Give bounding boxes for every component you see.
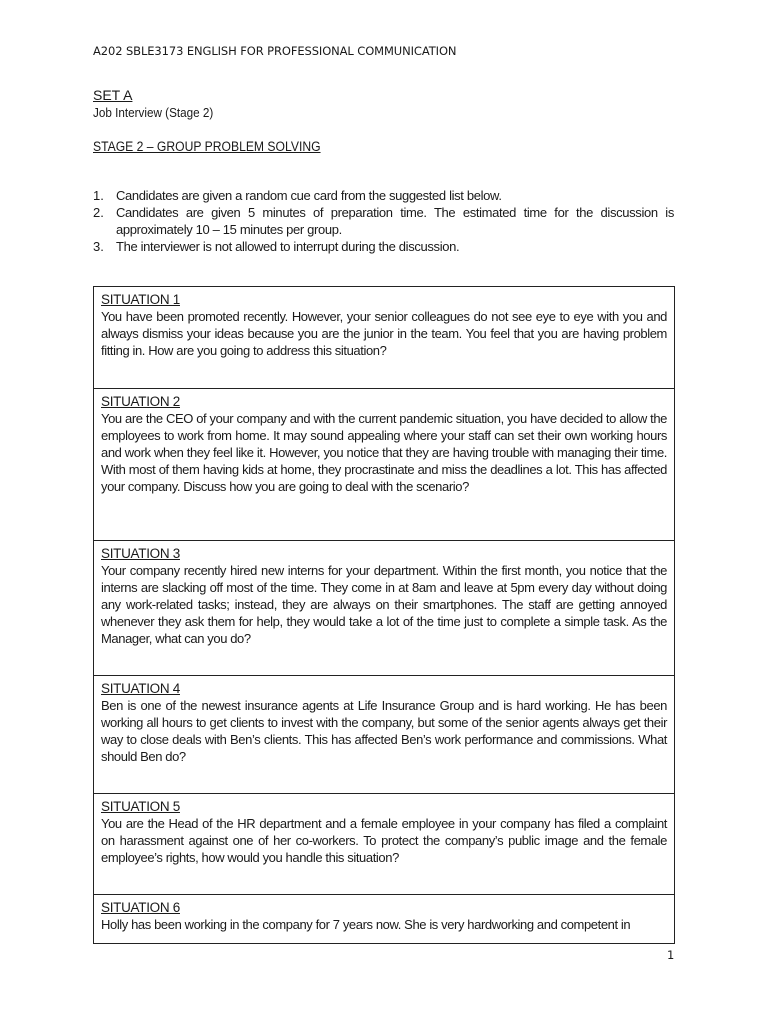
situation-row — [94, 676, 675, 794]
situation-row — [94, 541, 675, 676]
instruction-number: 2. — [93, 205, 104, 220]
situation-text: You have been promoted recently. However, your senior colleagues do not see eye to eye with you and always dismiss your ideas because you are the junior in the team. You feel that you are having problem fitting in. How are you going to address this situation? — [101, 309, 667, 358]
situation-cell — [94, 676, 675, 794]
situation-title: SITUATION 4 — [101, 681, 180, 696]
situation-row — [94, 287, 675, 389]
instruction-text: Candidates are given 5 minutes of preparation time. The estimated time for the discussion is approximately 10 – 15 minutes per group. — [116, 205, 674, 237]
situation-cell — [94, 895, 675, 944]
situation-row — [94, 794, 675, 895]
set-title: SET A — [93, 87, 133, 103]
situation-title: SITUATION 2 — [101, 394, 180, 409]
situation-cell — [94, 794, 675, 895]
situation-title: SITUATION 1 — [101, 292, 180, 307]
situation-text: Ben is one of the newest insurance agents at Life Insurance Group and is hard working. He has been working all hours to get clients to invest with the company, but some of the senior agents always get their way to close deals with Ben’s clients. This has affected Ben’s work performance and commissions. What should Ben do? — [101, 698, 667, 764]
situation-title: SITUATION 3 — [101, 546, 180, 561]
situation-row — [94, 895, 675, 944]
instruction-item — [93, 204, 674, 238]
situation-title: SITUATION 5 — [101, 799, 180, 814]
instructions-list — [93, 187, 674, 255]
instruction-item — [93, 238, 674, 255]
situation-text: Holly has been working in the company for 7 years now. She is very hardworking and competent in — [101, 917, 631, 932]
situation-cell — [94, 389, 675, 541]
situations-table — [93, 286, 675, 944]
instruction-text: The interviewer is not allowed to interrupt during the discussion. — [116, 239, 460, 254]
instruction-item — [93, 187, 674, 204]
situation-cell — [94, 541, 675, 676]
set-subtitle: Job Interview (Stage 2) — [93, 105, 214, 120]
situation-title: SITUATION 6 — [101, 900, 180, 915]
course-header: A202 SBLE3173 ENGLISH FOR PROFESSIONAL COMMUNICATION — [93, 44, 457, 58]
instruction-number: 1. — [93, 188, 104, 203]
stage-title: STAGE 2 – GROUP PROBLEM SOLVING — [93, 139, 321, 154]
instruction-text: Candidates are given a random cue card from the suggested list below. — [116, 188, 502, 203]
situation-row — [94, 389, 675, 541]
situation-text: Your company recently hired new interns for your department. Within the first month, you notice that the interns are slacking off most of the time. They come in at 8am and leave at 5pm every day without doing any work-related tasks; instead, they are always on their smartphones. The staff are getting annoyed whenever they ask them for help, they would take a lot of the time just to complete a simple task. As the Manager, what can you do? — [101, 563, 667, 646]
situation-text: You are the Head of the HR department and a female employee in your company has filed a complaint on harassment against one of her co-workers. To protect the company’s public image and the female employee’s rights, how would you handle this situation? — [101, 816, 667, 865]
page-number: 1 — [667, 948, 675, 962]
instruction-number: 3. — [93, 239, 104, 254]
situation-text: You are the CEO of your company and with the current pandemic situation, you have decided to allow the employees to work from home. It may sound appealing where your staff can set their own working hours and work when they feel like it. However, you notice that they are having trouble with managing their time. With most of them having kids at home, they procrastinate and miss the deadlines a lot. This has affected your company. Discuss how you are going to deal with the scenario? — [101, 411, 667, 494]
situation-cell — [94, 287, 675, 389]
